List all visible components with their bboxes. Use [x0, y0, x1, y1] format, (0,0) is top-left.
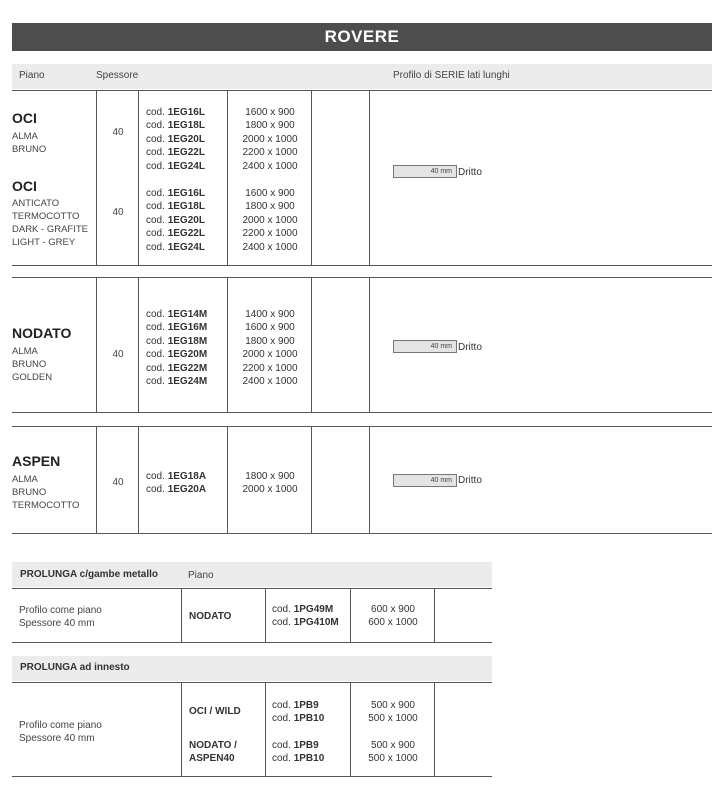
- variant-list: [12, 197, 88, 249]
- divider: [138, 90, 139, 265]
- code-row: cod. 1PG410M: [272, 617, 339, 629]
- prolunga-piano: NODATO / ASPEN40: [189, 740, 237, 764]
- dimension-list: [229, 308, 311, 388]
- dimension: 2000 x 1000: [242, 214, 298, 226]
- variant-list: [12, 130, 46, 156]
- prolunga-title: PROLUNGA ad innesto: [20, 662, 130, 673]
- thickness: 40: [112, 477, 124, 488]
- variant: BRUNO: [12, 144, 47, 155]
- dimension: 2400 x 1000: [242, 241, 298, 253]
- code-row: cod. 1EG16M: [146, 322, 208, 334]
- divider: [138, 426, 139, 533]
- code-row: cod. 1EG16L: [146, 107, 205, 118]
- code-row: cod. 1EG14M: [146, 309, 208, 320]
- code-row: cod. 1EG22L: [146, 228, 205, 240]
- variant: TERMOCOTTO: [12, 500, 80, 511]
- faded-column: · · ·: [322, 107, 336, 117]
- divider: [311, 90, 312, 265]
- dimension: 2000 x 1000: [242, 133, 298, 145]
- code-row: cod. 1EG24L: [146, 241, 205, 253]
- divider: [96, 277, 97, 412]
- divider: [311, 426, 312, 533]
- divider: [265, 588, 266, 642]
- code-row: cod. 1EG18L: [146, 201, 205, 213]
- code-list: [272, 739, 324, 766]
- dimension-list: [229, 187, 311, 254]
- profile-label: Dritto: [458, 475, 482, 486]
- header-spessore: Spessore: [96, 70, 139, 81]
- prolunga-subtitle: Piano: [188, 570, 214, 581]
- code-row: cod. 1PG49M: [272, 604, 334, 615]
- divider: [138, 277, 139, 412]
- dimension: 500 x 900: [371, 700, 415, 711]
- divider: [12, 533, 712, 534]
- divider: [350, 588, 351, 642]
- dimension: 600 x 900: [371, 604, 415, 615]
- divider: [12, 90, 712, 91]
- divider: [227, 426, 228, 533]
- variant: DARK - GRAFITE: [12, 224, 89, 235]
- variant-list: [12, 345, 52, 384]
- prolunga-description: Profilo come piano Spessore 40 mm: [19, 605, 102, 629]
- code-row: cod. 1EG16L: [146, 188, 205, 199]
- dimension-list: [229, 106, 311, 173]
- variant: GOLDEN: [12, 372, 53, 383]
- divider: [434, 682, 435, 776]
- variant: ANTICATO: [12, 198, 60, 209]
- code-row: cod. 1PB10: [272, 713, 325, 725]
- code-row: cod. 1EG24L: [146, 160, 205, 172]
- code-row: cod. 1EG18L: [146, 120, 205, 132]
- divider: [96, 90, 97, 265]
- code-list: [272, 699, 324, 726]
- code-list: [146, 106, 205, 173]
- dimension: 2400 x 1000: [242, 376, 298, 388]
- dimension: 1800 x 900: [245, 471, 295, 482]
- divider: [369, 90, 370, 265]
- variant: TERMOCOTTO: [12, 211, 80, 222]
- code-row: cod. 1PB9: [272, 740, 319, 751]
- divider: [265, 682, 266, 776]
- code-row: cod. 1EG20M: [146, 349, 208, 361]
- divider: [181, 588, 182, 642]
- dimension-list: [229, 470, 311, 497]
- divider: [12, 642, 492, 643]
- code-row: cod. 1PB10: [272, 753, 325, 765]
- dimension: 2000 x 1000: [242, 349, 298, 361]
- thickness: 40: [112, 349, 124, 360]
- section-title: ROVERE: [12, 23, 712, 51]
- dimension: 1800 x 900: [245, 335, 295, 347]
- divider: [227, 90, 228, 265]
- profile-swatch: 40 mm: [393, 165, 457, 178]
- dimension: 2200 x 1000: [242, 362, 298, 374]
- divider: [369, 426, 370, 533]
- thickness: 40: [112, 127, 124, 138]
- variant: BRUNO: [12, 359, 47, 370]
- divider: [227, 277, 228, 412]
- divider: [12, 265, 712, 266]
- header-piano: Piano: [19, 70, 45, 81]
- code-row: cod. 1EG22L: [146, 147, 205, 159]
- variant: ALMA: [12, 131, 38, 142]
- code-list: [146, 308, 207, 388]
- profile-swatch: 40 mm: [393, 474, 457, 487]
- dimension: 1600 x 900: [245, 188, 295, 199]
- code-row: cod. 1PB9: [272, 700, 319, 711]
- code-row: cod. 1EG20A: [146, 484, 207, 496]
- dimension: 1800 x 900: [245, 120, 295, 132]
- dimension-list: [352, 699, 434, 726]
- piano-name: OCI: [12, 110, 37, 126]
- code-row: cod. 1EG24M: [146, 376, 208, 388]
- divider: [96, 426, 97, 533]
- code-row: cod. 1EG20L: [146, 133, 205, 145]
- variant-list: [12, 473, 79, 512]
- code-list: [146, 187, 205, 254]
- prolunga-description: Profilo come piano Spessore 40 mm: [19, 720, 102, 744]
- dimension: 2400 x 1000: [242, 160, 298, 172]
- prolunga-piano: OCI / WILD: [189, 706, 241, 717]
- dimension: 600 x 1000: [368, 617, 418, 629]
- variant: BRUNO: [12, 487, 47, 498]
- thickness: 40: [112, 207, 124, 218]
- piano-name: OCI: [12, 178, 37, 194]
- code-row: cod. 1EG20L: [146, 214, 205, 226]
- code-list: [272, 603, 339, 630]
- profile-swatch: 40 mm: [393, 340, 457, 353]
- divider: [12, 426, 712, 427]
- profile-label: Dritto: [458, 342, 482, 353]
- dimension: 1400 x 900: [245, 309, 295, 320]
- dimension: 1800 x 900: [245, 201, 295, 213]
- dimension: 1600 x 900: [245, 322, 295, 334]
- piano-name: ASPEN: [12, 453, 61, 469]
- dimension: 500 x 1000: [368, 713, 418, 725]
- header-profilo: Profilo di SERIE lati lunghi: [393, 70, 510, 81]
- dimension: 500 x 1000: [368, 753, 418, 765]
- variant: LIGHT - GREY: [12, 237, 76, 248]
- divider: [12, 682, 492, 683]
- dimension: 500 x 900: [371, 740, 415, 751]
- divider: [369, 277, 370, 412]
- code-row: cod. 1EG18A: [146, 471, 207, 482]
- dimension: 2200 x 1000: [242, 147, 298, 159]
- dimension: 2200 x 1000: [242, 228, 298, 240]
- profile-label: Dritto: [458, 167, 482, 178]
- divider: [12, 412, 712, 413]
- code-row: cod. 1EG22M: [146, 362, 208, 374]
- divider: [12, 277, 712, 278]
- divider: [181, 682, 182, 776]
- dimension: 1600 x 900: [245, 107, 295, 118]
- divider: [12, 588, 492, 589]
- code-row: cod. 1EG18M: [146, 335, 208, 347]
- dimension-list: [352, 603, 434, 630]
- dimension-list: [352, 739, 434, 766]
- divider: [350, 682, 351, 776]
- prolunga-title: PROLUNGA c/gambe metallo: [20, 569, 158, 580]
- divider: [12, 776, 492, 777]
- piano-name: NODATO: [12, 325, 72, 341]
- variant: ALMA: [12, 474, 38, 485]
- divider: [311, 277, 312, 412]
- code-list: [146, 470, 206, 497]
- variant: ALMA: [12, 346, 38, 357]
- faded-column: · · ·: [322, 309, 336, 319]
- prolunga-piano: NODATO: [189, 611, 232, 622]
- divider: [434, 588, 435, 642]
- dimension: 2000 x 1000: [242, 484, 298, 496]
